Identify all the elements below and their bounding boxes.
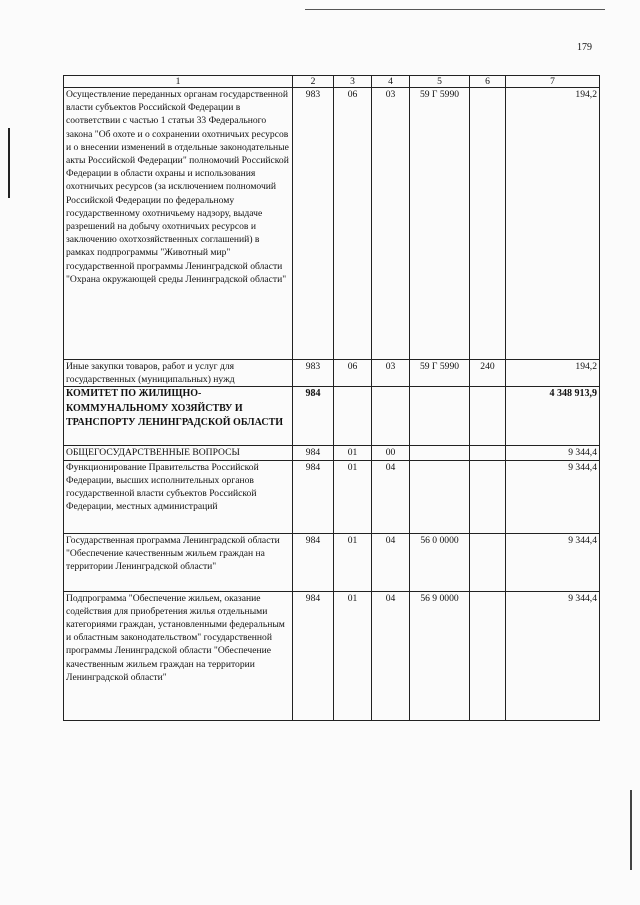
column-header: 5 bbox=[410, 76, 470, 88]
ministry-code: 984 bbox=[293, 446, 334, 460]
row-name: ОБЩЕГОСУДАРСТВЕННЫЕ ВОПРОСЫ bbox=[64, 446, 293, 460]
subsection-code: 03 bbox=[372, 360, 410, 387]
expense-type-code bbox=[470, 533, 506, 591]
scan-artifact-line bbox=[305, 9, 605, 10]
target-article-code: 56 9 0000 bbox=[410, 591, 470, 720]
page-number: 179 bbox=[577, 42, 592, 53]
expense-type-code bbox=[470, 591, 506, 720]
subsection-code: 00 bbox=[372, 446, 410, 460]
row-name: Осуществление переданных органам государственной власти субъектов Российской Федерации в соответствии с частью 1 статьи 33 Федерального закона "Об охоте и о сохранении охотничьих ресурсов и о внесении изменений в отдельные законодательные акты Российской Федерации" полномочий Российской Федерации в области охраны и использования охотничьих ресурсов (за исключением полномочий Российской Федерации по федеральному государственному охотничьему надзору, выдаче разрешений на добычу охотничьих ресурсов и заключению охотхозяйственных соглашений) в рамках подпрограммы "Животный мир" государственной программы Ленинградской области "Охрана окружающей среды Ленинградской области" bbox=[64, 88, 293, 360]
row-name: Подпрограмма "Обеспечение жильем, оказание содействия для приобретения жилья отдельными категориями граждан, установленными федеральным и областным законодательством" государственной программы Ленинградской области "Обеспечение качественным жильем граждан на территории Ленинградской области" bbox=[64, 591, 293, 720]
column-header: 7 bbox=[506, 76, 600, 88]
subsection-code bbox=[372, 387, 410, 446]
amount: 9 344,4 bbox=[506, 591, 600, 720]
row-name: Государственная программа Ленинградской области "Обеспечение качественным жильем граждан на территории Ленинградской области" bbox=[64, 533, 293, 591]
amount: 194,2 bbox=[506, 88, 600, 360]
target-article-code: 59 Г 5990 bbox=[410, 88, 470, 360]
ministry-code: 984 bbox=[293, 387, 334, 446]
table-row bbox=[64, 533, 600, 591]
target-article-code bbox=[410, 460, 470, 533]
column-header: 1 bbox=[64, 76, 293, 88]
target-article-code: 59 Г 5990 bbox=[410, 360, 470, 387]
table-row bbox=[64, 88, 600, 360]
table-row bbox=[64, 446, 600, 460]
section-code: 01 bbox=[334, 591, 372, 720]
ministry-code: 984 bbox=[293, 533, 334, 591]
table-row bbox=[64, 460, 600, 533]
scan-artifact-mark bbox=[8, 128, 10, 198]
expense-type-code: 240 bbox=[470, 360, 506, 387]
expense-type-code bbox=[470, 387, 506, 446]
amount: 9 344,4 bbox=[506, 446, 600, 460]
column-header: 2 bbox=[293, 76, 334, 88]
amount: 4 348 913,9 bbox=[506, 387, 600, 446]
budget-table bbox=[63, 75, 600, 721]
subsection-code: 04 bbox=[372, 460, 410, 533]
table-header-row bbox=[64, 76, 600, 88]
subsection-code: 03 bbox=[372, 88, 410, 360]
subsection-code: 04 bbox=[372, 591, 410, 720]
row-name: КОМИТЕТ ПО ЖИЛИЩНО-КОММУНАЛЬНОМУ ХОЗЯЙСТВУ И ТРАНСПОРТУ ЛЕНИНГРАДСКОЙ ОБЛАСТИ bbox=[64, 387, 293, 446]
amount: 194,2 bbox=[506, 360, 600, 387]
column-header: 6 bbox=[470, 76, 506, 88]
ministry-code: 984 bbox=[293, 591, 334, 720]
section-code: 06 bbox=[334, 88, 372, 360]
target-article-code: 56 0 0000 bbox=[410, 533, 470, 591]
section-code bbox=[334, 387, 372, 446]
ministry-code: 983 bbox=[293, 88, 334, 360]
amount: 9 344,4 bbox=[506, 533, 600, 591]
amount: 9 344,4 bbox=[506, 460, 600, 533]
table-row bbox=[64, 387, 600, 446]
table-row bbox=[64, 591, 600, 720]
expense-type-code bbox=[470, 460, 506, 533]
scan-artifact-mark bbox=[630, 790, 632, 870]
column-header: 4 bbox=[372, 76, 410, 88]
ministry-code: 984 bbox=[293, 460, 334, 533]
ministry-code: 983 bbox=[293, 360, 334, 387]
column-header: 3 bbox=[334, 76, 372, 88]
target-article-code bbox=[410, 387, 470, 446]
row-name: Функционирование Правительства Российской Федерации, высших исполнительных органов государственной власти субъектов Российской Федерации, местных администраций bbox=[64, 460, 293, 533]
table-row bbox=[64, 360, 600, 387]
section-code: 01 bbox=[334, 446, 372, 460]
section-code: 06 bbox=[334, 360, 372, 387]
row-name: Иные закупки товаров, работ и услуг для государственных (муниципальных) нужд bbox=[64, 360, 293, 387]
expense-type-code bbox=[470, 88, 506, 360]
expense-type-code bbox=[470, 446, 506, 460]
section-code: 01 bbox=[334, 460, 372, 533]
subsection-code: 04 bbox=[372, 533, 410, 591]
section-code: 01 bbox=[334, 533, 372, 591]
target-article-code bbox=[410, 446, 470, 460]
